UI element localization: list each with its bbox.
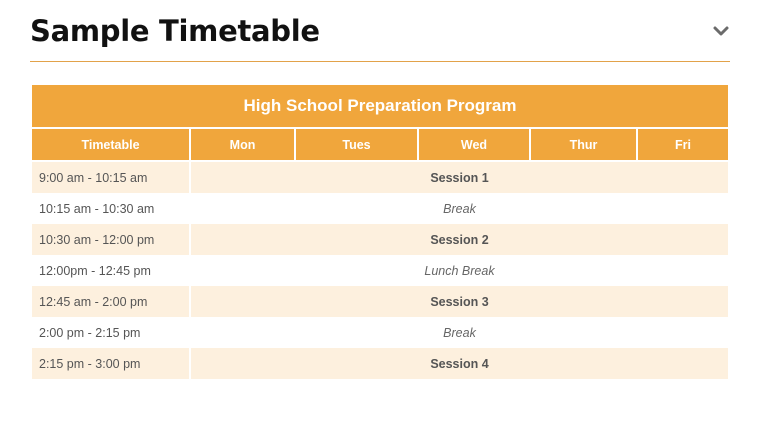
timetable-caption: High School Preparation Program xyxy=(32,85,728,128)
session-cell: Session 3 xyxy=(190,286,728,317)
session-cell: Session 2 xyxy=(190,224,728,255)
column-header-wed: Wed xyxy=(418,128,530,161)
time-cell: 2:15 pm - 3:00 pm xyxy=(32,348,190,379)
table-row xyxy=(32,255,728,286)
table-row xyxy=(32,161,728,193)
time-cell: 2:00 pm - 2:15 pm xyxy=(32,317,190,348)
accordion-header[interactable] xyxy=(30,0,730,62)
chevron-down-icon[interactable] xyxy=(712,22,730,40)
session-cell: Session 1 xyxy=(190,161,728,193)
table-row xyxy=(32,348,728,379)
table-row xyxy=(32,317,728,348)
time-cell: 10:30 am - 12:00 pm xyxy=(32,224,190,255)
break-cell: Lunch Break xyxy=(190,255,728,286)
time-cell: 12:00pm - 12:45 pm xyxy=(32,255,190,286)
time-cell: 10:15 am - 10:30 am xyxy=(32,193,190,224)
table-row xyxy=(32,193,728,224)
time-cell: 12:45 am - 2:00 pm xyxy=(32,286,190,317)
column-header-mon: Mon xyxy=(190,128,295,161)
break-cell: Break xyxy=(190,317,728,348)
column-header-row xyxy=(32,128,728,161)
column-header-tues: Tues xyxy=(295,128,418,161)
session-cell: Session 4 xyxy=(190,348,728,379)
column-header-fri: Fri xyxy=(637,128,728,161)
timetable-body xyxy=(32,161,728,379)
table-row xyxy=(32,286,728,317)
page-title: Sample Timetable xyxy=(30,14,320,48)
break-cell: Break xyxy=(190,193,728,224)
column-header-timetable: Timetable xyxy=(32,128,190,161)
timetable xyxy=(32,85,728,379)
time-cell: 9:00 am - 10:15 am xyxy=(32,161,190,193)
table-row xyxy=(32,224,728,255)
column-header-thur: Thur xyxy=(530,128,637,161)
